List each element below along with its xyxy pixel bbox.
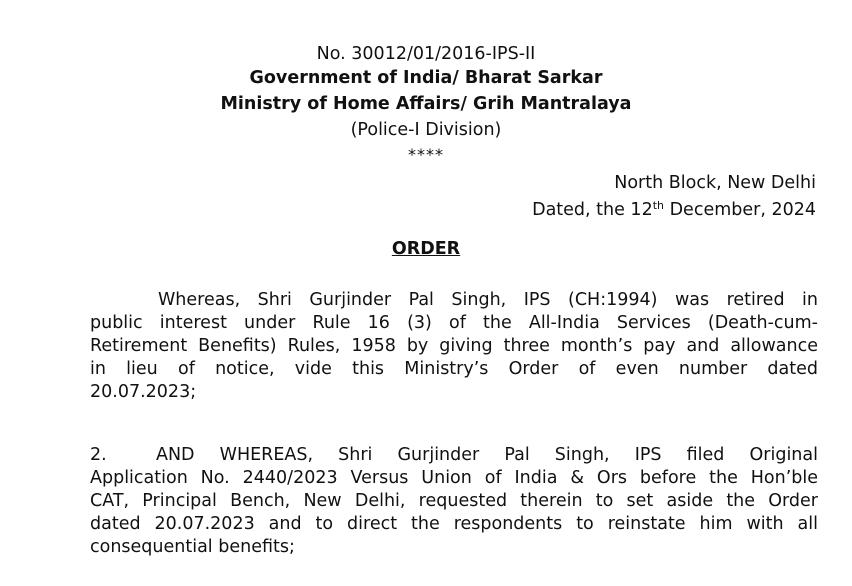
paragraph-1-line: in lieu of notice, vide this Ministry’s Order of even number dated <box>90 359 818 379</box>
paragraph-2-line: Application No. 2440/2023 Versus Union of India & Ors before the Hon’ble <box>90 468 818 488</box>
date-suffix: December, 2024 <box>664 200 816 220</box>
government-heading: Government of India/ Bharat Sarkar <box>249 68 603 88</box>
order-title: ORDER <box>391 239 461 259</box>
date-line <box>532 199 816 220</box>
paragraph-2 <box>90 444 818 559</box>
separator-stars: **** <box>408 145 444 164</box>
date-superscript: th <box>652 199 665 212</box>
paragraph-1-line-text: Whereas, Shri Gurjinder Pal Singh, IPS (CH:1994) was retired in <box>158 290 818 310</box>
paragraph-1-line: public interest under Rule 16 (3) of the All-India Services (Death-cum- <box>90 313 818 333</box>
paragraph-2-line: CAT, Principal Bench, New Delhi, requested therein to set aside the Order <box>90 491 818 511</box>
paragraph-1-line <box>90 289 818 312</box>
file-number: No. 30012/01/2016-IPS-II <box>316 44 536 64</box>
paragraph-2-line: consequential benefits; <box>90 537 295 557</box>
date-prefix: Dated, the 12 <box>532 200 653 220</box>
paragraph-number: 2. <box>90 445 107 465</box>
paragraph-1-line: 20.07.2023; <box>90 382 197 402</box>
paragraph-2-line-text: AND WHEREAS, Shri Gurjinder Pal Singh, IPS filed Original <box>156 445 818 465</box>
paragraph-1-line: Retirement Benefits) Rules, 1958 by giving three month’s pay and allowance <box>90 336 818 356</box>
place-line: North Block, New Delhi <box>614 173 816 193</box>
paragraph-1 <box>90 289 818 404</box>
ministry-heading: Ministry of Home Affairs/ Grih Mantralaya <box>220 94 632 114</box>
paragraph-2-line <box>90 444 818 467</box>
division-heading: (Police-I Division) <box>350 120 502 140</box>
paragraph-2-line: dated 20.07.2023 and to direct the respondents to reinstate him with all <box>90 514 818 534</box>
